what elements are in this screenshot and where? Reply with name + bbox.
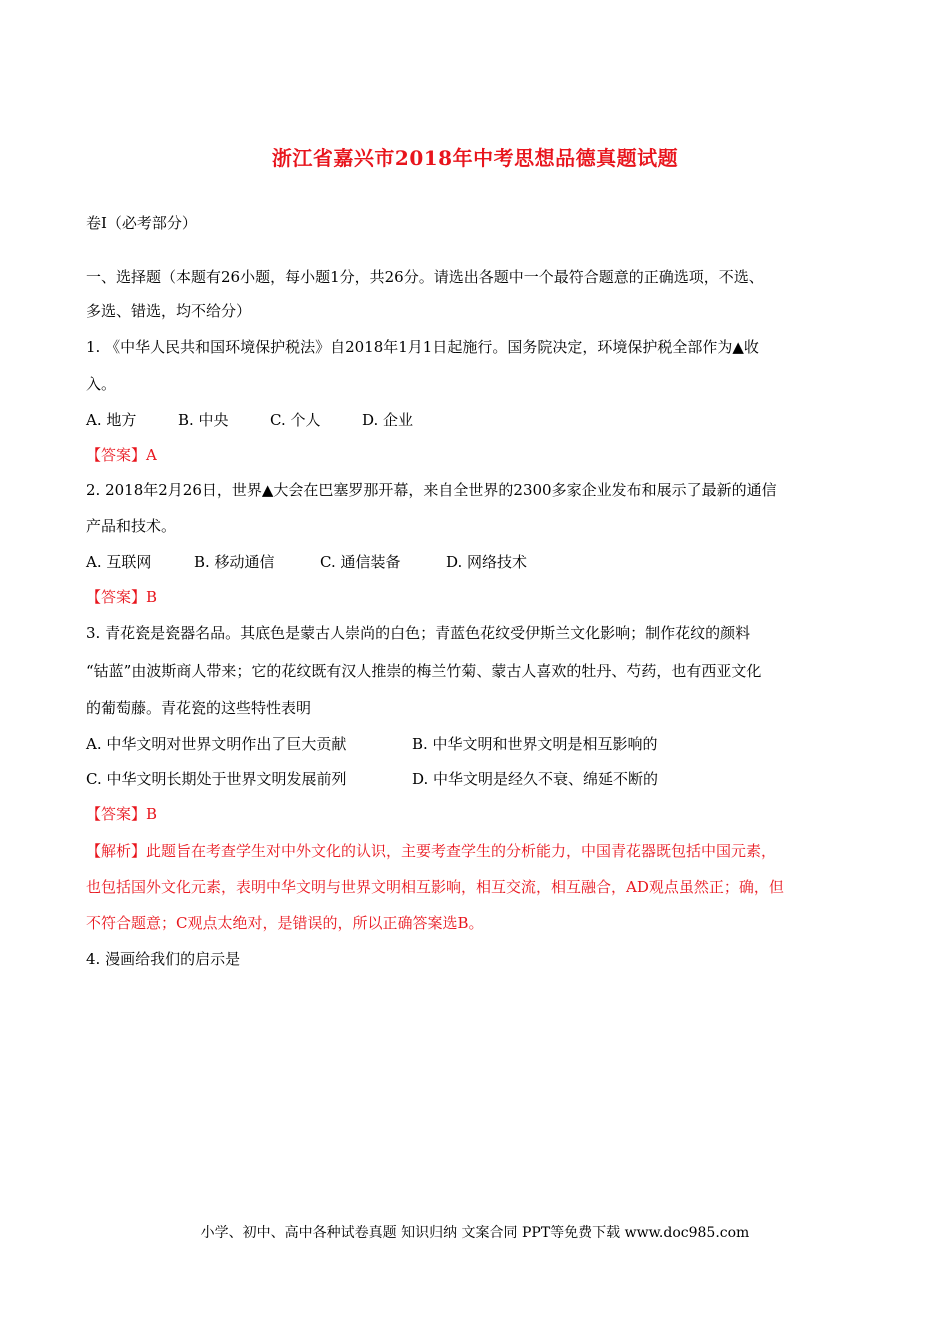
question-3-analysis-2: 也包括国外文化元素，表明中华文明与世界文明相互影响，相互交流，相互融合，AD观点虽然正；确，但 xyxy=(86,878,784,896)
question-4-text: 4. 漫画给我们的启示是 xyxy=(86,950,241,968)
question-3-options-row-2 xyxy=(86,768,658,789)
question-1-text-cont: 入。 xyxy=(86,375,117,393)
section-heading: 卷Ⅰ（必考部分） xyxy=(86,214,197,232)
option-c: C. 通信装备 xyxy=(320,553,401,571)
option-b: B. 中央 xyxy=(178,411,229,429)
option-b: B. 移动通信 xyxy=(194,553,275,571)
option-c: C. 个人 xyxy=(270,411,321,429)
option-d: D. 中华文明是经久不衰、绵延不断的 xyxy=(412,770,659,788)
question-3-text-end: 的葡萄藤。青花瓷的这些特性表明 xyxy=(86,699,312,717)
question-1-options xyxy=(86,409,413,430)
option-b: B. 中华文明和世界文明是相互影响的 xyxy=(412,735,658,753)
question-3-text: 3. 青花瓷是瓷器名品。其底色是蒙古人崇尚的白色；青蓝色花纹受伊斯兰文化影响；制作花纹的颜料 xyxy=(86,624,751,642)
question-2-answer: 【答案】B xyxy=(86,588,158,606)
option-a: A. 互联网 xyxy=(86,553,152,571)
question-1-text: 1. 《中华人民共和国环境保护税法》自2018年1月1日起施行。国务院决定，环境保护税全部作为▲收 xyxy=(86,338,759,356)
instructions-line-2: 多选、错选，均不给分） xyxy=(86,302,252,320)
question-3-answer: 【答案】B xyxy=(86,805,158,823)
option-c: C. 中华文明长期处于世界文明发展前列 xyxy=(86,770,347,788)
option-a: A. 中华文明对世界文明作出了巨大贡献 xyxy=(86,735,347,753)
option-d: D. 网络技术 xyxy=(446,553,528,571)
question-3-options-row-1 xyxy=(86,733,658,754)
question-2-options xyxy=(86,551,527,572)
question-3-analysis-3: 不符合题意；C观点太绝对，是错误的，所以正确答案选B。 xyxy=(86,914,484,932)
question-1-answer: 【答案】A xyxy=(86,446,157,464)
question-2-text-cont: 产品和技术。 xyxy=(86,517,177,535)
page-title: 浙江省嘉兴市2018年中考思想品德真题试题 xyxy=(271,146,679,170)
option-a: A. 地方 xyxy=(86,411,137,429)
question-3-analysis-1: 【解析】此题旨在考查学生对中外文化的认识，主要考查学生的分析能力，中国青花器既包括中国元素， xyxy=(86,842,777,860)
question-2-text: 2. 2018年2月26日，世界▲大会在巴塞罗那开幕，来自全世界的2300多家企业发布和展示了最新的通信 xyxy=(86,481,777,499)
instructions-line-1: 一、选择题（本题有26小题，每小题1分，共26分。请选出各题中一个最符合题意的正确选项，不选、 xyxy=(86,268,764,286)
option-d: D. 企业 xyxy=(362,411,414,429)
page-footer: 小学、初中、高中各种试卷真题 知识归纳 文案合同 PPT等免费下载 www.doc985.com xyxy=(200,1225,750,1241)
question-3-text-cont: “钴蓝”由波斯商人带来；它的花纹既有汉人推崇的梅兰竹菊、蒙古人喜欢的牡丹、芍药，也有西亚文化 xyxy=(86,662,762,680)
